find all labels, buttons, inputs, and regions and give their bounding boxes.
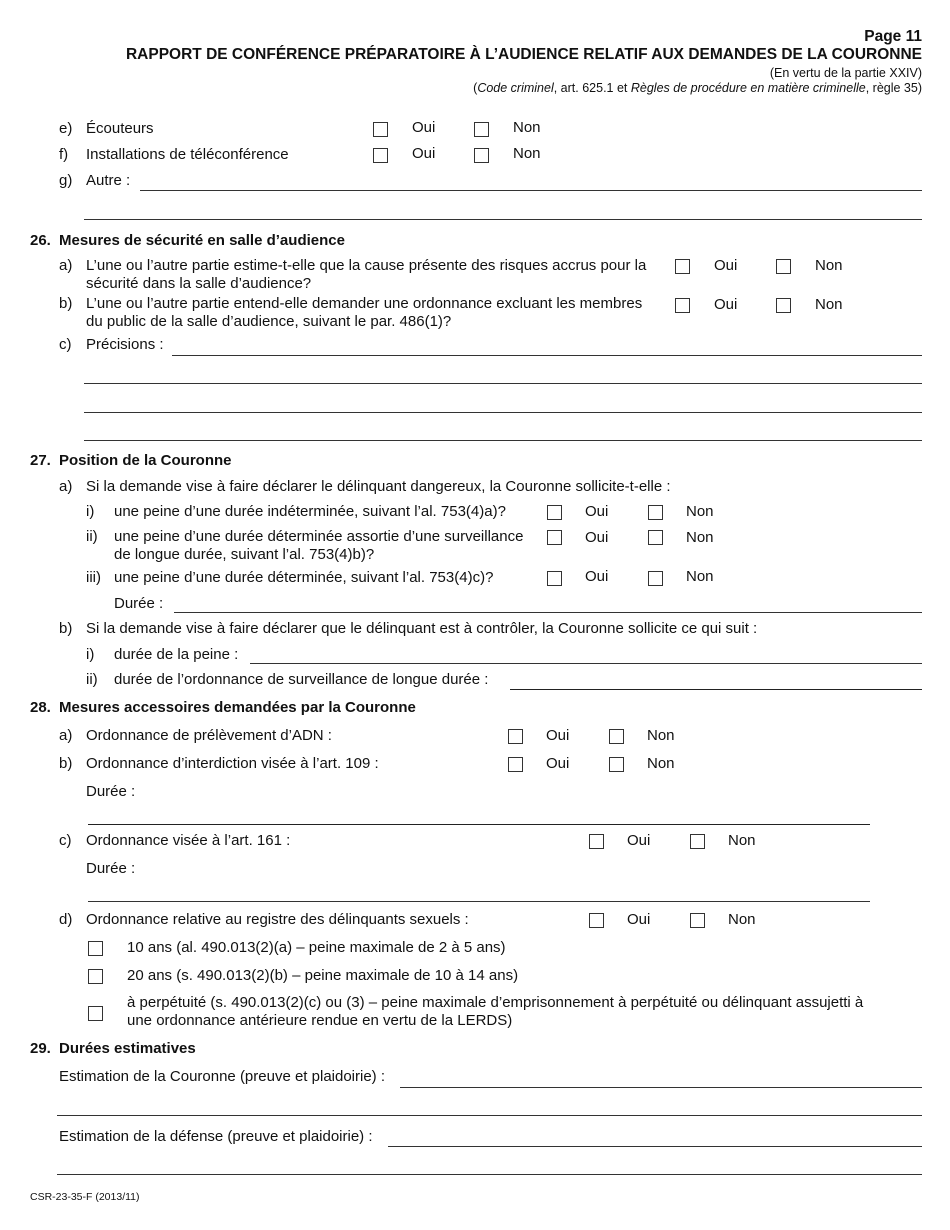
indeterminee-non-checkbox[interactable]: [648, 505, 663, 520]
registre-10ans-checkbox[interactable]: [88, 941, 103, 956]
oui-label: Oui: [714, 257, 738, 274]
option-20ans: 20 ans (s. 490.013(2)(b) – peine maximale de 10 à 14 ans): [127, 967, 519, 984]
item-letter: a): [59, 478, 73, 495]
ecouteurs-non-checkbox[interactable]: [474, 122, 489, 137]
subitem-number: iii): [86, 569, 101, 586]
label-registre: Ordonnance relative au registre des délinquants sexuels :: [86, 911, 469, 928]
question-risques-line1: L’une ou l’autre partie estime-t-elle que la cause présente des risques accrus pour la: [86, 257, 647, 274]
oui-label: Oui: [546, 727, 570, 744]
question-dangereux: Si la demande vise à faire déclarer le délinquant dangereux, la Couronne sollicite-t-elle :: [86, 478, 671, 495]
adn-oui-checkbox[interactable]: [508, 729, 523, 744]
section-number: 28.: [30, 699, 51, 716]
subitem-number: ii): [86, 671, 98, 688]
teleconference-oui-checkbox[interactable]: [373, 148, 388, 163]
estimation-couronne-input-line[interactable]: [400, 1087, 922, 1088]
non-label: Non: [513, 119, 541, 136]
label-duree: Durée :: [86, 783, 136, 800]
indeterminee-oui-checkbox[interactable]: [547, 505, 562, 520]
question-risques-line2: sécurité dans la salle d’audience?: [86, 275, 312, 292]
item-letter: c): [59, 336, 72, 353]
form-title: RAPPORT DE CONFÉRENCE PRÉPARATOIRE À L’AUDIENCE RELATIF AUX DEMANDES DE LA COURONNE: [125, 46, 922, 63]
item-letter: d): [59, 911, 73, 928]
determinee-non-checkbox[interactable]: [648, 571, 663, 586]
question-exclusion-line2: du public de la salle d’audience, suivant le par. 486(1)?: [86, 313, 452, 330]
exclusion-oui-checkbox[interactable]: [675, 298, 690, 313]
section-title-durees: Durées estimatives: [59, 1040, 196, 1057]
item-label-autre: Autre :: [86, 172, 131, 189]
estimation-defense-input-line[interactable]: [388, 1146, 922, 1147]
adn-non-checkbox[interactable]: [609, 729, 624, 744]
question-exclusion-line1: L’une ou l’autre partie entend-elle demander une ordonnance excluant les membres: [86, 295, 643, 312]
duree-surveillance-input-line[interactable]: [510, 689, 922, 690]
section-title-securite: Mesures de sécurité en salle d’audience: [59, 232, 345, 249]
oui-label: Oui: [627, 911, 651, 928]
non-label: Non: [728, 832, 756, 849]
item-letter: g): [59, 172, 73, 189]
oui-label: Oui: [412, 145, 436, 162]
precisions-input-line-2[interactable]: [84, 383, 922, 384]
label-duree-peine: durée de la peine :: [114, 646, 239, 663]
exclusion-non-checkbox[interactable]: [776, 298, 791, 313]
subitem-number: ii): [86, 528, 98, 545]
item-letter: b): [59, 295, 73, 312]
option-perpetuite-line1: à perpétuité (s. 490.013(2)(c) ou (3) – peine maximale d’emprisonnement à perpétuité ou délinquant assujetti à: [127, 994, 864, 1011]
item-label-precisions: Précisions :: [86, 336, 164, 353]
surveillance-non-checkbox[interactable]: [648, 530, 663, 545]
oui-label: Oui: [412, 119, 436, 136]
oui-label: Oui: [714, 296, 738, 313]
label-art161: Ordonnance visée à l’art. 161 :: [86, 832, 291, 849]
precisions-input-line-3[interactable]: [84, 412, 922, 413]
option-perpetuite-line2: une ordonnance antérieure rendue en vertu de la LERDS): [127, 1012, 513, 1029]
non-label: Non: [686, 529, 714, 546]
art161-oui-checkbox[interactable]: [589, 834, 604, 849]
item-letter: c): [59, 832, 72, 849]
item-label-ecouteurs: Écouteurs: [86, 120, 154, 137]
ecouteurs-oui-checkbox[interactable]: [373, 122, 388, 137]
precisions-input-line[interactable]: [172, 355, 922, 356]
non-label: Non: [647, 727, 675, 744]
option-surveillance-line2: de longue durée, suivant l’al. 753(4)b)?: [114, 546, 375, 563]
art161-non-checkbox[interactable]: [690, 834, 705, 849]
question-controler: Si la demande vise à faire déclarer que le délinquant est à contrôler, la Couronne sollicite ce qui suit :: [86, 620, 758, 637]
item-letter: e): [59, 120, 73, 137]
non-label: Non: [686, 568, 714, 585]
item-letter: f): [59, 146, 69, 163]
non-label: Non: [647, 755, 675, 772]
section-title-mesures: Mesures accessoires demandées par la Couronne: [59, 699, 416, 716]
estimation-couronne-input-line-2[interactable]: [57, 1115, 922, 1116]
option-indeterminee: une peine d’une durée indéterminée, suivant l’al. 753(4)a)?: [114, 503, 506, 520]
label-duree-surveillance: durée de l’ordonnance de surveillance de longue durée :: [114, 671, 489, 688]
label-duree: Durée :: [114, 595, 164, 612]
section-number: 27.: [30, 452, 51, 469]
section-number: 26.: [30, 232, 51, 249]
risques-non-checkbox[interactable]: [776, 259, 791, 274]
oui-label: Oui: [585, 568, 609, 585]
item-label-teleconference: Installations de téléconférence: [86, 146, 289, 163]
non-label: Non: [513, 145, 541, 162]
estimation-defense-input-line-2[interactable]: [57, 1174, 922, 1175]
non-label: Non: [728, 911, 756, 928]
teleconference-non-checkbox[interactable]: [474, 148, 489, 163]
risques-oui-checkbox[interactable]: [675, 259, 690, 274]
registre-perpetuite-checkbox[interactable]: [88, 1006, 103, 1021]
section-number: 29.: [30, 1040, 51, 1057]
page-number: Page 11: [864, 28, 922, 45]
header-subtitle-part: (En vertu de la partie XXIV): [769, 66, 922, 80]
autre-input-line-2[interactable]: [84, 219, 922, 220]
label-estimation-couronne: Estimation de la Couronne (preuve et plaidoirie) :: [59, 1068, 386, 1085]
oui-label: Oui: [546, 755, 570, 772]
surveillance-oui-checkbox[interactable]: [547, 530, 562, 545]
precisions-input-line-4[interactable]: [84, 440, 922, 441]
non-label: Non: [815, 296, 843, 313]
registre-20ans-checkbox[interactable]: [88, 969, 103, 984]
label-duree: Durée :: [86, 860, 136, 877]
non-label: Non: [686, 503, 714, 520]
oui-label: Oui: [627, 832, 651, 849]
registre-non-checkbox[interactable]: [690, 913, 705, 928]
section-title-position: Position de la Couronne: [59, 452, 232, 469]
oui-label: Oui: [585, 503, 609, 520]
item-letter: a): [59, 257, 73, 274]
art161-duree-input-line[interactable]: [88, 901, 870, 902]
autre-input-line[interactable]: [140, 190, 922, 191]
option-10ans: 10 ans (al. 490.013(2)(a) – peine maximale de 2 à 5 ans): [127, 939, 506, 956]
header-subtitle-legislation: (Code criminel, art. 625.1 et Règles de procédure en matière criminelle, règle 35): [473, 81, 922, 95]
art109-non-checkbox[interactable]: [609, 757, 624, 772]
duree-input-line[interactable]: [174, 612, 922, 613]
registre-oui-checkbox[interactable]: [589, 913, 604, 928]
label-adn: Ordonnance de prélèvement d’ADN :: [86, 727, 332, 744]
label-art109: Ordonnance d’interdiction visée à l’art. 109 :: [86, 755, 379, 772]
item-letter: a): [59, 727, 73, 744]
subitem-number: i): [86, 503, 95, 520]
oui-label: Oui: [585, 529, 609, 546]
art109-oui-checkbox[interactable]: [508, 757, 523, 772]
subitem-number: i): [86, 646, 95, 663]
label-estimation-defense: Estimation de la défense (preuve et plaidoirie) :: [59, 1128, 373, 1145]
item-letter: b): [59, 620, 73, 637]
determinee-oui-checkbox[interactable]: [547, 571, 562, 586]
option-determinee: une peine d’une durée déterminée, suivant l’al. 753(4)c)?: [114, 569, 494, 586]
duree-peine-input-line[interactable]: [250, 663, 922, 664]
non-label: Non: [815, 257, 843, 274]
option-surveillance-line1: une peine d’une durée déterminée assortie d’une surveillance: [114, 528, 524, 545]
item-letter: b): [59, 755, 73, 772]
form-code: CSR-23-35-F (2013/11): [30, 1191, 140, 1203]
art109-duree-input-line[interactable]: [88, 824, 870, 825]
